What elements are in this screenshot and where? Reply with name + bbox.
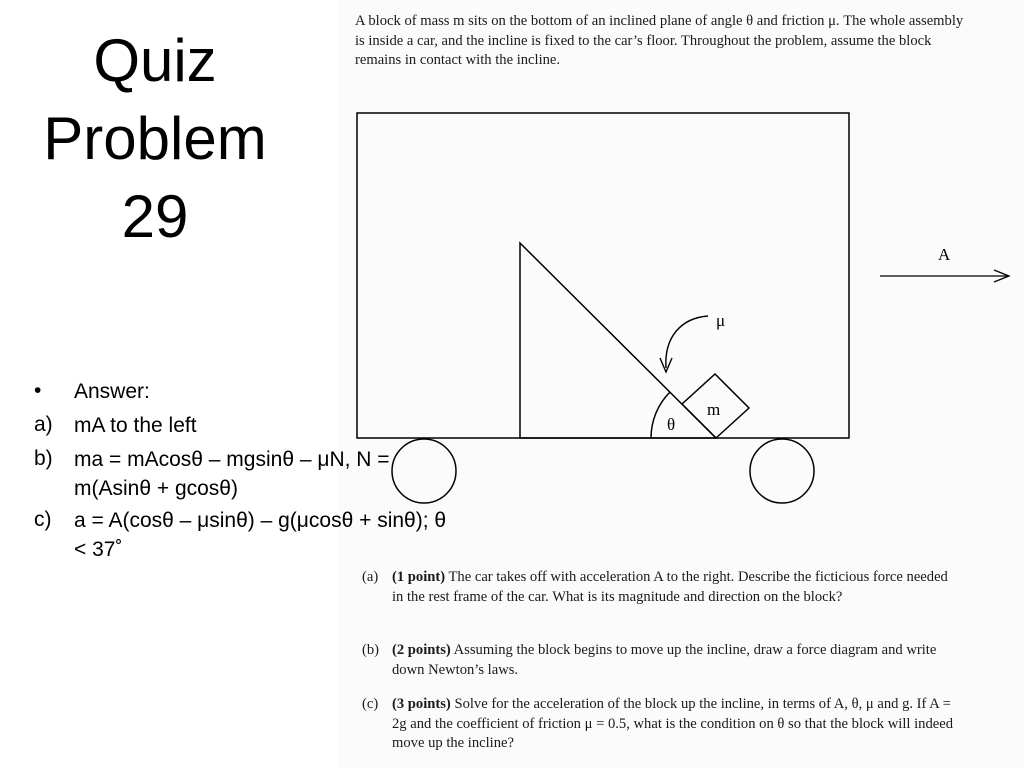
question-points: (1 point)	[392, 569, 446, 585]
question-text: The car takes off with acceleration A to the right. Describe the ficticious force needed in the rest frame of the car. What is its magnitude and direction on the block?	[392, 569, 948, 605]
question-points: (3 points)	[392, 696, 451, 712]
car-body	[357, 113, 849, 438]
friction-label: μ	[716, 311, 726, 330]
answer-marker: c)	[34, 508, 52, 531]
car-wheel-left	[392, 439, 456, 503]
answer-marker: b)	[34, 447, 53, 470]
question-marker: (b)	[362, 642, 380, 658]
angle-label: θ	[667, 415, 676, 434]
question-c	[362, 695, 962, 754]
answer-text: mA to the left	[74, 414, 197, 437]
answer-marker: a)	[34, 413, 53, 436]
slide-title-line: Problem	[43, 105, 267, 172]
slide-title-line: Quiz	[93, 27, 217, 94]
question-b	[362, 641, 962, 680]
answer-text: Answer:	[74, 380, 150, 403]
problem-statement: A block of mass m sits on the bottom of an inclined plane of angle θ and friction μ. The whole assembly is inside a car, and the incline is fixed to the car’s floor. Throughout the problem, assume the block remains in contact with the incline.	[355, 13, 964, 68]
question-marker: (a)	[362, 569, 379, 585]
bullet-marker: •	[34, 379, 42, 402]
question-marker: (c)	[362, 696, 379, 712]
question-a	[362, 568, 962, 607]
question-text: Solve for the acceleration of the block up the incline, in terms of A, θ, μ and g. If A = 2g and the coefficient of friction μ = 0.5, what is the condition on θ so that the block will indeed move up the incline?	[392, 696, 953, 751]
answer-text: a = A(cosθ – μsinθ) – g(μcosθ + sinθ); θ < 37˚	[74, 509, 447, 561]
car-wheel-right	[750, 439, 814, 503]
friction-arrow	[666, 316, 708, 368]
slide-title-line: 29	[121, 183, 189, 250]
acceleration-label: A	[938, 245, 951, 264]
question-points: (2 points)	[392, 642, 451, 658]
block-label: m	[707, 400, 721, 419]
question-text: Assuming the block begins to move up the incline, draw a force diagram and write down Newton’s laws.	[392, 642, 937, 678]
answer-text: ma = mAcosθ – mgsinθ – μN, N = m(Asinθ + gcosθ)	[74, 448, 390, 500]
